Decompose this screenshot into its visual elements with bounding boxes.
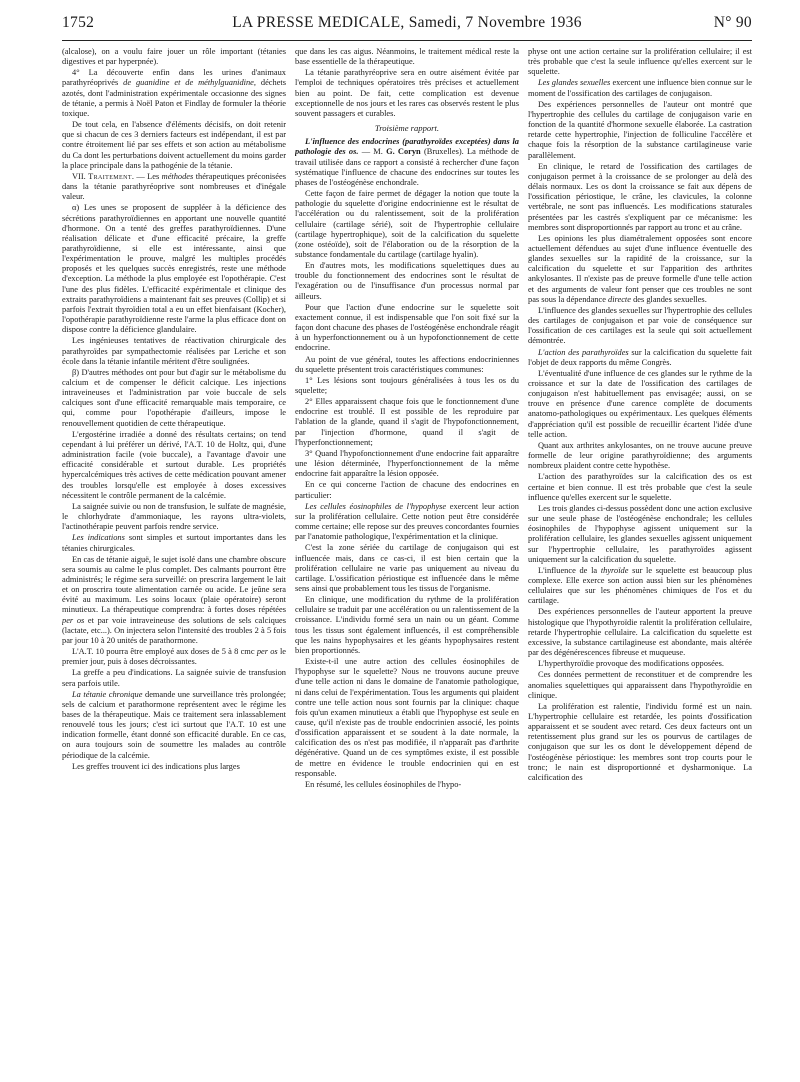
paragraph: que dans les cas aigus. Néanmoins, le traitement médical reste la base essentielle de la thérapeutique. <box>295 47 519 67</box>
paragraph: α) Les unes se proposent de suppléer à la déficience des sécrétions parathyroïdiennes en apportant une nouvelle quantité d'hormone. On a tenté des greffes parathyroïdiennes. D'une réalisation délicate et d'une efficacité précaire, la greffe parathyroïdienne, si elle est intéressante, ainsi que l'expérimentation le prouve, malgré les multiples procédés proposés et les quelques succès enregistrés, reste une méthode d'exception. La méthode la plus employée est l'opothérapie. C'est l'une des plus fidèles. L'efficacité expérimentale et clinique des extraits parathyroïdiens a maintenant fait ses preuves (Collip) et si parfois l'extrait thyroïdien total a eu un effet bienfaisant (Kocher), l'opothérapie parathyroïdienne reste l'arme la plus efficace dont on dispose contre la déficience glandulaire. <box>62 203 286 335</box>
report-intro: L'influence des endocrines (parathyroïdes exceptées) dans la pathologie des os. — M. G. Coryn (Bruxelles). La méthode de travail utilisée dans ce rapport a consisté à rechercher d'une façon systématique l'influence de chacune des endocrines sur toutes les phases de l'ostéogénèse enchondrale. <box>295 137 519 187</box>
paragraph: De tout cela, en l'absence d'éléments décisifs, on doit retenir que si chacun de ces 3 derniers facteurs est indépendant, il est par contre étroitement lié par ses effets et son action au métabolisme du Ca dont les perturbations doivent actuellement du moins garder la place principale dans la pathogénie de la tétanie. <box>62 120 286 170</box>
paragraph: C'est la zone sériée du cartilage de conjugaison qui est influencée mais, dans ce cas-ci, il est bien certain que la prolifération cellulaire ne varie pas uniquement au niveau du cartilage. L'ossification périostique est influencée dans le même sens ainsi que probablement tous les tissus de l'organisme. <box>295 543 519 593</box>
paragraph: En ce qui concerne l'action de chacune des endocrines en particulier: <box>295 480 519 500</box>
paragraph: 4° La découverte enfin dans les urines d'animaux parathyréoprivés de guanidine et de méthylguanidine, déchets azotés, dont l'administration expérimentale occasionne des signes de tétanie, a permis à Noël Paton et Findlay de formuler la théorie toxique. <box>62 68 286 118</box>
section-treatment: VII. Traitement. — Les méthodes thérapeutiques préconisées dans la tétanie parathyréoprive sont nombreuses et d'inégale valeur. <box>62 171 286 202</box>
paragraph: Des expériences personnelles de l'auteur apportent la preuve histologique que l'hypothyroïdie ralentit la prolifération cellulaire, retarde l'hypertrophie cellulaire. La calcification du squelette est excessive, la substance cartilagineuse est abondante, mais altérée par des dégénérescences fibreuse et muqueuse. <box>528 607 752 658</box>
paragraph: Ces données permettent de reconstituer et de comprendre les anomalies squelettiques qui apparaissent dans l'hypothyroïdie en clinique. <box>528 670 752 700</box>
paragraph: La prolifération est ralentie, l'individu formé est un nain. L'hypertrophie cellulaire est retardée, les points d'ossification apparaissent et se soudent avec retard. Ces deux facteurs ont un retentissement plus grand sur les os pourvus de cartilages de conjugaison que sur les os dont le développement dépend de l'ostéogénèse périostique: les membres sont trop courts pour le tronc; le nain est disproportionné et dysharmonique. La calcification des <box>528 701 752 782</box>
paragraph: L'influence de la thyroïde sur le squelette est beaucoup plus complexe. Elle exerce son action aussi bien sur les phénomènes cellulaires que sur les phénomènes chimiques de l'os et du cartilage. <box>528 565 752 606</box>
paragraph: 3° Quand l'hypofonctionnement d'une endocrine fait apparaître une lésion déterminée, l'hyperfonctionnement de la même endocrine fait apparaître la lésion opposée. <box>295 448 519 479</box>
paragraph: La saignée suivie ou non de transfusion, le sulfate de magnésie, le chlorhydrate d'ammoniaque, les rayons ultra-violets, l'actinothérapie peuvent parfois rendre service. <box>62 501 286 532</box>
paragraph: Existe-t-il une autre action des cellules éosinophiles de l'hypophyse sur le squelette? Nous ne trouvons aucune preuve d'une telle action ni dans le domaine de l'anatomie pathologique, ni dans celui de l'expérimentation. Tous les arguments qui plaident contre une telle action nous sont fournis par la clinique: chaque fois qu'un examen minutieux a établi que l'hypophyse est seule en cause, qu'il n'existe pas de trouble endocrinien associé, les points d'ossification apparaissent et se soudent à la date normale, la calcification des os n'est pas modifiée, il n'apparaît pas d'arthrite dégénérative. Quand un de ces symptômes existe, il est possible de mettre en évidence le trouble endocrinien qui en est responsable. <box>295 657 519 778</box>
paragraph: L'action des parathyroïdes sur la calcification du squelette fait l'objet de deux rapports du même Congrès. <box>528 347 752 367</box>
paragraph: Les greffes trouvent ici des indications plus larges <box>72 761 240 771</box>
column-3 <box>528 47 752 1072</box>
column-2 <box>295 47 519 1072</box>
paragraph: Quant aux arthrites ankylosantes, on ne trouve aucune preuve formelle de leur origine parathyroïdienne; des arguments nombreux plaident contre cette hypothèse. <box>528 440 752 471</box>
paragraph: (alcalose), on a voulu faire jouer un rôle important (tétanies digestives et par hyperpnée). <box>62 47 286 67</box>
paragraph: physe ont une action certaine sur la prolifération cellulaire; il est très probable que c'est la seule influence qu'elles exercent sur le squelette. <box>528 47 752 77</box>
header-rule <box>62 40 752 41</box>
paragraph: Les trois glandes ci-dessus possèdent donc une action exclusive sur une seule phase de l'ostéogénèse enchondrale; les cellules éosinophiles de l'hypophyse agissent uniquement sur la prolifération cellulaire, les glandes sexuelles agissent uniquement sur l'hypertrophie cellulaire, les parathyroïdes agissent uniquement sur la calcification du squelette. <box>528 503 752 564</box>
paragraph: L'influence des glandes sexuelles sur l'hypertrophie des cellules des cartilages de conjugaison et par voie de conséquence sur l'ossification de ces cartilages est la seule qui soit actuellement démontrée. <box>528 305 752 346</box>
paragraph: En clinique, une modification du rythme de la prolifération cellulaire se traduit par une accélération ou un ralentissement de la croissance. L'individu formé sera un nain ou un géant. Comme tous les tissus sont également influencés, il est compréhensible que les nains hypophysaires et les géants hypophysaires restent bien proportionnés. <box>295 595 519 655</box>
paragraph: Les glandes sexuelles exercent une influence bien connue sur le moment de l'ossification des cartilages de conjugaison. <box>528 78 752 98</box>
paragraph: Cette façon de faire permet de dégager la notion que toute la pathologie du squelette d'origine endocrinienne est le résultat de l'accélération ou du ralentissement, soit de la prolifération cellulaire (cartilage sérié), soit de l'hypertrophie cellulaire (cartilage hypertrophique), soit de la calcification du squelette (zone ostéoïde), soit de l'élaboration ou de la résorption de la substance fondamentale du cartilage (cartilage hyalin). <box>295 189 519 259</box>
section-heading: Troisième rapport. <box>374 123 440 134</box>
journal-title: LA PRESSE MEDICALE, Samedi, 7 Novembre 1936 <box>232 14 582 31</box>
paragraph: L'action des parathyroïdes sur la calcification des os est certaine et bien connue. Il est très probable que c'est la seule influence qu'elles exercent sur le squelette. <box>528 472 752 502</box>
paragraph: 2° Elles apparaissent chaque fois que le fonctionnement d'une endocrine est troublé. Il est possible de les reproduire par l'ablation de la glande, quand il s'agit de l'hypofonctionnement, par l'injection d'hormone, quand il s'agit de l'hyperfonctionnement; <box>295 397 519 447</box>
issue-number: N° 90 <box>713 14 752 31</box>
paragraph: Les cellules éosinophiles de l'hypophyse exercent leur action sur la prolifération cellulaire. Cette notion peut être considérée comme certaine; elle repose sur des preuves concordantes fournies par l'anatomie pathologique, l'expérimentation et la clinique. <box>295 501 519 542</box>
paragraph: En résumé, les cellules éosinophiles de l'hypo- <box>305 779 462 789</box>
paragraph: L'hyperthyroïdie provoque des modifications opposées. <box>538 659 724 669</box>
column-1 <box>62 47 286 1072</box>
page-header <box>62 14 752 38</box>
paragraph: En clinique, le retard de l'ossification des cartilages de conjugaison permet à la croissance de se prolonger au delà des délais normaux. Les os dont la croissance se fait aux dépens de l'ossification périostique, le crâne, les clavicules, la colonne vertébrale, ne sont pas influencés. Les modifications staturales présentées par les castrés s'expliquent par ce mécanisme: les membres sont disproportionnés par rapport au tronc et au crâne. <box>528 161 752 232</box>
paragraph: Des expériences personnelles de l'auteur ont montré que l'hypertrophie des cellules du cartilage de conjugaison varie en fonction de la quantité d'hormone sexuelle élaborée. La castration retarde cette hypertrophie, l'injection de folliculine l'accélère et chaque fois la résorption de la substance cartilagineuse varie parallèlement. <box>528 99 752 160</box>
paragraph: Au point de vue général, toutes les affections endocriniennes du squelette présentent trois caractéristiques communes: <box>295 354 519 374</box>
paragraph: 1° Les lésions sont toujours généralisées à tous les os du squelette; <box>295 375 519 395</box>
paragraph: En cas de tétanie aiguë, le sujet isolé dans une chambre obscure sera soumis au calme le plus complet. Des calmants pourront être administrés; le régime sera surveillé: on prescrira largement le lait et on proscrira toute alimentation carnée ou acide. Le jeûne sera évité au maximum. Les soins locaux (plaie opératoire) seront minutieux. La thérapeutique comprendra: à fortes doses répétées per os et par voie intraveineuse des solutions de sels calciques (lactate, etc...). On injectera selon l'intensité des troubles 2 à 5 fois par jour 10 à 20 unités de parathormone. <box>62 554 286 645</box>
paragraph: L'éventualité d'une influence de ces glandes sur le rythme de la croissance et sur la date de l'ossification des cartilages de conjugaison n'est habituellement pas envisagée; aussi, on se trouve en présence d'une carence complète de documents anatomo-pathologiques ou expérimentaux. Les quelques éléments d'appréciation qu'il est possible de recueillir écartent l'idée d'une telle action. <box>528 368 752 439</box>
paragraph: Les indications sont simples et surtout importantes dans les tétanies chirurgicales. <box>62 533 286 553</box>
paragraph: L'A.T. 10 pourra être employé aux doses de 5 à 8 cmc per os le premier jour, puis à doses décroissantes. <box>62 647 286 667</box>
paragraph: En d'autres mots, les modifications squelettiques dues au trouble du fonctionnement des endocrines sont le résultat de l'exagération ou de l'insuffisance d'un processus normal par ailleurs. <box>295 261 519 301</box>
paragraph: Les ingénieuses tentatives de réactivation chirurgicale des parathyroïdes par sympathectomie réalisées par Leriche et son école dans la tétanie infantile méritent d'être soulignées. <box>62 336 286 366</box>
paragraph: L'ergostérine irradiée a donné des résultats certains; on tend cependant à lui préférer un dérivé, l'A.T. 10 de Holtz, qui, d'une administration facile (voie buccale), a l'avantage d'avoir une efficacité considérable et surtout durable. Les propriétés hypercalcémiques très actives de cette médication pouvant amener des troubles lorsqu'elle est employée à doses excessives nécessitent le contrôle permanent de la calcémie. <box>62 429 286 500</box>
paragraph: Pour que l'action d'une endocrine sur le squelette soit exactement connue, il est indispensable que l'on soit fixé sur la façon dont chacune des phases de l'ostéogénèse enchondrale réagit à un hyperfonctionnement ou à un hypofonctionnement de cette endocrine. <box>295 302 519 353</box>
paragraph: β) D'autres méthodes ont pour but d'agir sur le métabolisme du calcium et de compenser le déficit calcique. Les injections intraveineuses et l'administration par voie buccale de sels calciques sont d'une efficacité remarquable mais temporaire, ce qui, comme pour l'opothérapie d'ailleurs, impose le renouvellement quotidien de cette thérapeutique. <box>62 367 286 428</box>
paragraph: La tétanie chronique demande une surveillance très prolongée; sels de calcium et parathormone représentent avec le régime les bases de la thérapeutique. Mais ce traitement sera inlassablement renouvelé tous les jours; c'est ici surtout que l'A.T. 10 est une indication formelle, étant donné son efficacité durable. En ce cas, on aura toujours soin de soumettre les malades au contrôle périodique de la calcémie. <box>62 689 286 760</box>
page-number: 1752 <box>62 14 95 31</box>
paragraph: La greffe a peu d'indications. La saignée suivie de transfusion sera parfois utile. <box>62 668 286 688</box>
paragraph: La tétanie parathyréoprive sera en outre aisément évitée par l'emploi de techniques opératoires très précises et actuellement bien au point. De fait, cette complication est devenue exceptionnelle de nos jours et les rares cas observés restent le plus souvent passagers et curables. <box>295 68 519 118</box>
paragraph: Les opinions les plus diamétralement opposées sont encore actuellement défendues au sujet d'une influence éventuelle des glandes sexuelles sur la rapidité de la croissance, sur la calcification du squelette et sur l'apparition des arthrites ankylosantes. Il n'existe pas de preuve formelle d'une telle action et des arguments de valeur font penser que ces troubles ne sont pas sous la dépendance directe des glandes sexuelles. <box>528 233 752 304</box>
